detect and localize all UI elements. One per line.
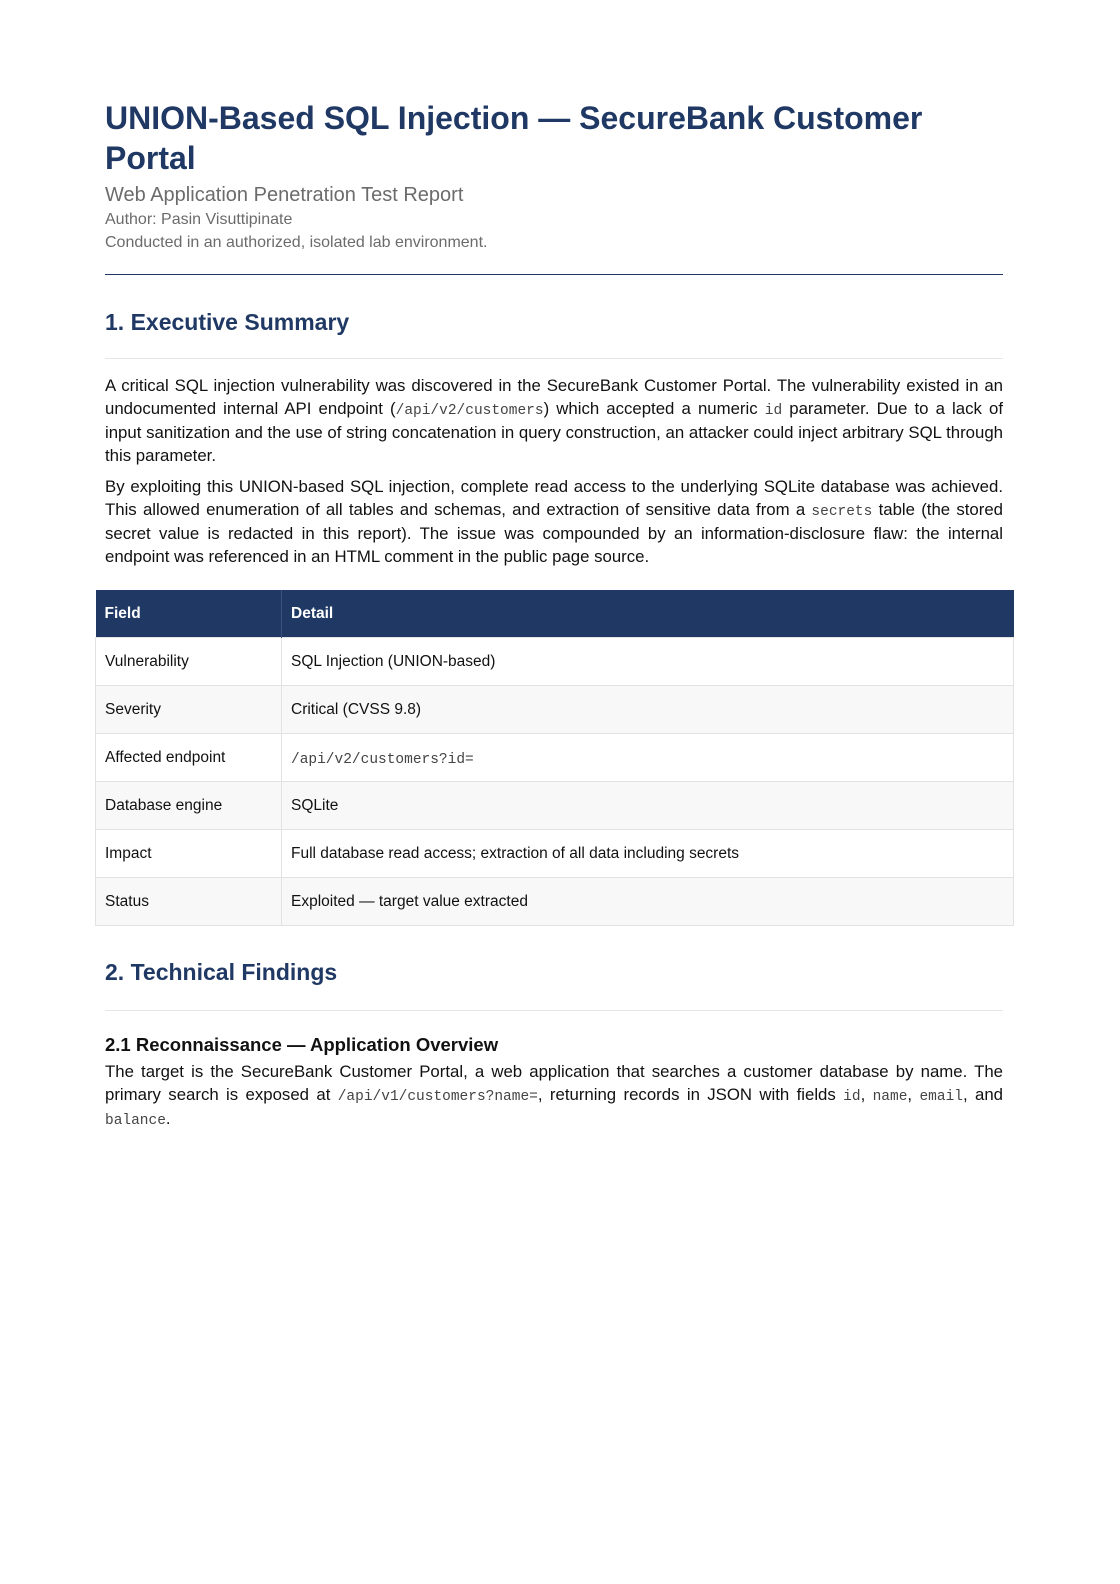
summary-table-wrapper xyxy=(105,590,1003,929)
summary-table xyxy=(95,590,1014,926)
table-cell-field: Impact xyxy=(96,830,282,878)
text-run: By exploiting this UNION-based SQL injection, complete read access to the underlying SQLite database was achieved. This allowed enumeration of all tables and schemas, and extraction of sensitive data from a xyxy=(105,477,1003,519)
table-row xyxy=(96,878,1014,926)
report-title-line2: Portal xyxy=(105,140,196,176)
executive-summary-paragraph-1 xyxy=(105,375,1003,467)
table-cell-field: Vulnerability xyxy=(96,638,282,686)
table-row xyxy=(96,782,1014,830)
report-content xyxy=(105,98,1003,1133)
text-run: A critical SQL injection vulnerability was discovered in the SecureBank Customer Portal. The vulnerability existed in an undocumented internal API endpoint ( xyxy=(105,376,1003,418)
table-cell-detail: SQL Injection (UNION-based) xyxy=(282,638,1014,686)
table-cell-detail: SQLite xyxy=(282,782,1014,830)
inline-code: id xyxy=(843,1088,861,1105)
table-row xyxy=(96,638,1014,686)
text-run: , returning records in JSON with fields xyxy=(537,1084,844,1104)
reconnaissance-paragraph xyxy=(105,1061,1003,1133)
text-run: , xyxy=(907,1084,920,1104)
table-cell-field: Status xyxy=(96,878,282,926)
table-cell-detail: Exploited — target value extracted xyxy=(282,878,1014,926)
text-run: ) which accepted a numeric xyxy=(543,398,765,418)
inline-code: /api/v1/customers?name= xyxy=(337,1088,538,1105)
inline-code: email xyxy=(919,1088,963,1105)
text-run: , xyxy=(860,1084,873,1104)
inline-code: name xyxy=(872,1088,908,1105)
technical-findings-heading: 2. Technical Findings xyxy=(105,959,338,985)
table-header-detail: Detail xyxy=(282,590,1014,638)
inline-code: balance xyxy=(105,1113,166,1129)
report-title xyxy=(105,98,1003,178)
table-cell-detail xyxy=(282,734,1014,782)
table-header-row xyxy=(96,590,1014,638)
inline-code: /api/v2/customers xyxy=(395,402,544,419)
table-row xyxy=(96,830,1014,878)
text-run: parameter. Due to a lack of input sanitization and the use of string concatenation in query construction, an attacker could inject arbitrary SQL through this parameter. xyxy=(105,398,1003,465)
executive-summary-paragraph-2 xyxy=(105,476,1003,568)
report-author: Author: Pasin Visuttipinate xyxy=(105,211,293,228)
text-run: . xyxy=(165,1109,171,1128)
table-cell-field: Database engine xyxy=(96,782,282,830)
table-cell-field: Severity xyxy=(96,686,282,734)
table-header-field: Field xyxy=(96,590,282,638)
table-row xyxy=(96,734,1014,782)
text-run: The target is the SecureBank Customer Portal, a web application that searches a customer database by name. The primary search is exposed at xyxy=(105,1062,1003,1104)
executive-summary-heading: 1. Executive Summary xyxy=(105,309,350,335)
title-divider xyxy=(105,274,1003,275)
inline-code: secrets xyxy=(811,503,873,520)
text-run: table (the stored secret value is redacted in this report). The issue was compounded by an information-disclosure flaw: the internal endpoint was referenced in an HTML comment in the public page source. xyxy=(105,499,1003,566)
inline-code: /api/v2/customers?id= xyxy=(291,751,474,768)
table-cell-detail: Full database read access; extraction of all data including secrets xyxy=(282,830,1014,878)
section-divider xyxy=(105,1010,1003,1011)
reconnaissance-heading: 2.1 Reconnaissance — Application Overview xyxy=(105,1034,499,1055)
table-cell-field: Affected endpoint xyxy=(96,734,282,782)
section-divider xyxy=(105,358,1003,359)
report-subtitle: Web Application Penetration Test Report xyxy=(105,184,464,206)
inline-code: id xyxy=(764,402,783,419)
table-row xyxy=(96,686,1014,734)
text-run: , and xyxy=(962,1084,1004,1104)
report-note: Conducted in an authorized, isolated lab environment. xyxy=(105,234,488,251)
table-cell-detail: Critical (CVSS 9.8) xyxy=(282,686,1014,734)
report-title-line1: UNION-Based SQL Injection — SecureBank Customer xyxy=(105,100,923,136)
